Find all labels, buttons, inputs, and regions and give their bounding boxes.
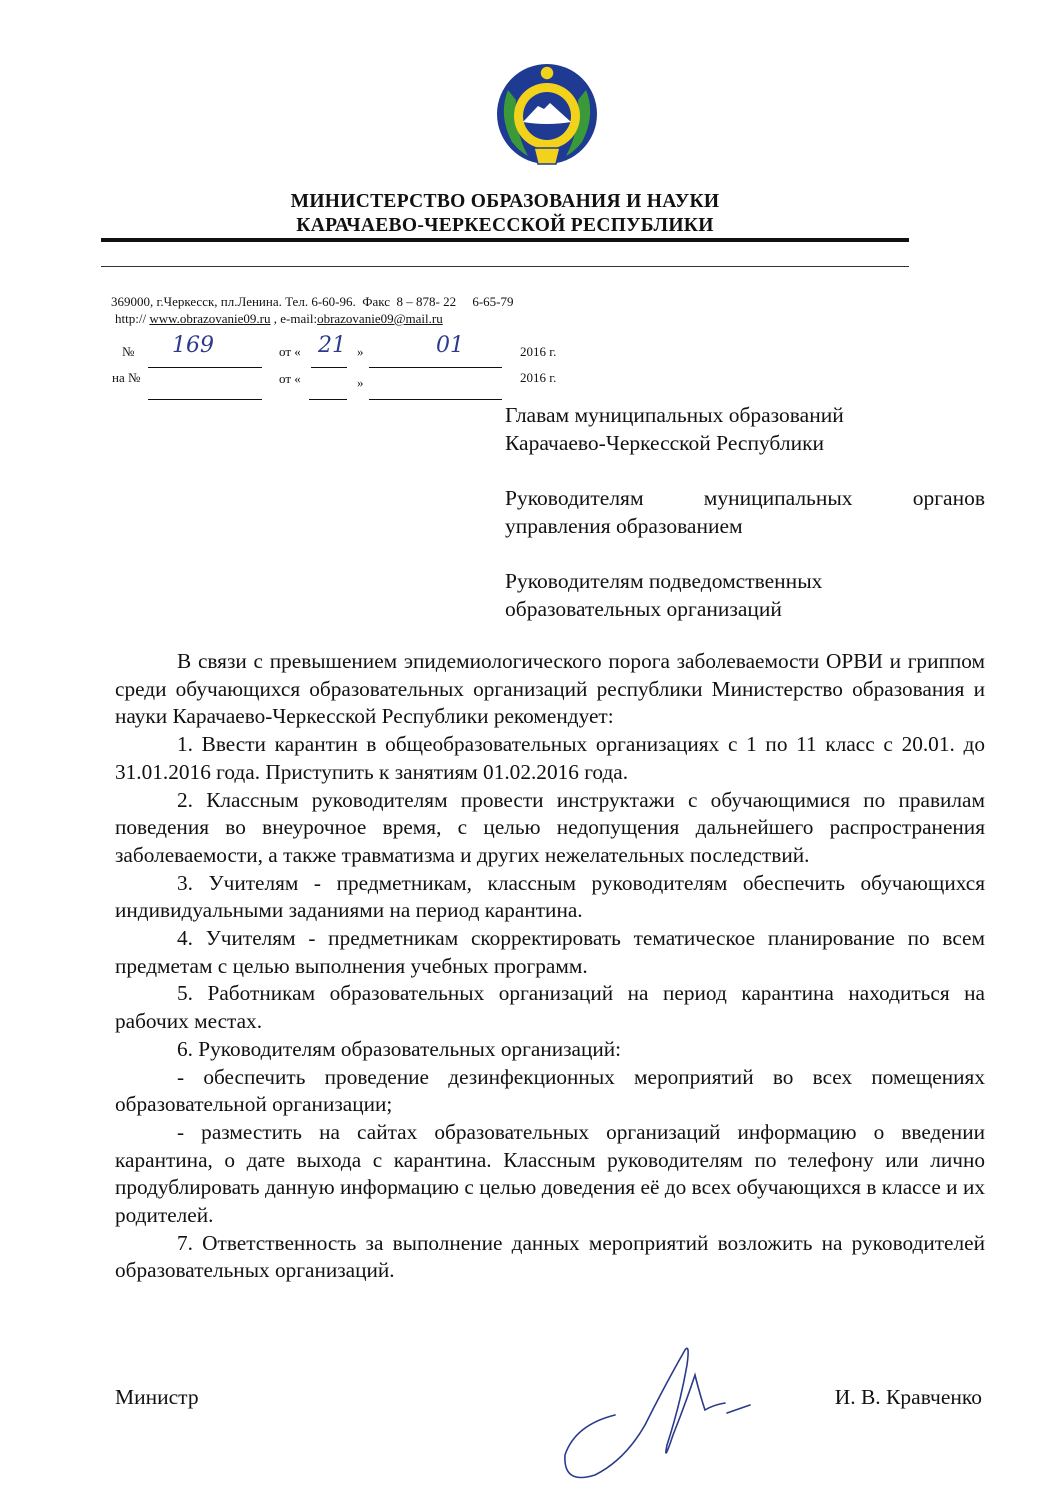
reg-number-underline (148, 367, 262, 368)
body-paragraph: 1. Ввести карантин в общеобразовательных организациях с 1 по 11 класс с 20.01. до 31.01.2016 года. Приступить к занятиям 01.02.2016 года. (115, 732, 985, 784)
ministry-line-2: КАРАЧАЕВО-ЧЕРКЕССКОЙ РЕСПУБЛИКИ (296, 215, 714, 236)
ministry-address: 369000, г.Черкесск, пл.Ленина. Тел. 6-60-96. Факс 8 – 878- 22 6-65-79 (111, 294, 514, 309)
ref-year: 2016 г. (520, 370, 557, 385)
addressee-line: Руководителям муниципальных органов (505, 486, 985, 510)
contacts-line (115, 310, 443, 327)
ref-number-underline (148, 399, 262, 400)
addressee-line: управления образованием (505, 514, 743, 538)
reg-year: 2016 г. (520, 344, 557, 359)
body-paragraph: В связи с превышением эпидемиологического порога заболеваемости ОРВИ и гриппом среди обучающихся образовательных организаций республики Министерство образования и науки Карачаево-Черкесской Республики рекомендует: (115, 649, 985, 729)
ref-from-label: от « (279, 371, 301, 386)
ref-day-underline (309, 399, 347, 400)
body-paragraph: - обеспечить проведение дезинфекционных мероприятий во всех помещениях образовательной организации; (115, 1064, 985, 1117)
ref-month-underline (369, 399, 502, 400)
ref-close-quote: » (357, 375, 364, 390)
reg-close-quote: » (357, 344, 364, 359)
reg-number-value: 169 (172, 333, 214, 358)
body-paragraph: 2. Классным руководителям провести инструктажи с обучающимися по правилам поведения во внеурочное время, с целью недопущения дальнейшего распространения заболеваемости, а также травматизма и других нежелательных последствий. (115, 787, 985, 867)
reg-month-underline (369, 367, 502, 368)
body-paragraph: 5. Работникам образовательных организаций на период карантина находиться на рабочих местах. (115, 981, 985, 1034)
body-paragraph: - разместить на сайтах образовательных организаций информацию о введении карантина, о дате выхода с карантина. Классным руководителям по телефону или лично продублировать данную информацию с целью доведения её до всех обучающихся в классе и их родителей. (115, 1119, 985, 1228)
ministry-name (0, 190, 1010, 238)
body-paragraph: 4. Учителям - предметникам скорректировать тематическое планирование по всем предметам с целью выполнения учебных программ. (115, 926, 985, 978)
signatory-title: Министр (115, 1385, 199, 1409)
body-paragraph: 7. Ответственность за выполнение данных мероприятий возложить на руководителей образовательных организаций. (115, 1230, 985, 1283)
addressee-line: Главам муниципальных образований (505, 403, 844, 427)
email-link[interactable]: obrazovanie09@mail.ru (317, 311, 443, 326)
addressee-line: Карачаево-Черкесской Республики (505, 431, 825, 455)
addressee-line: Руководителям подведомственных (505, 569, 823, 593)
handwritten-signature (555, 1335, 765, 1490)
reg-day-underline (311, 367, 347, 368)
reg-day-value: 21 (318, 333, 346, 358)
header-thin-rule (101, 266, 909, 267)
email-prefix: , e-mail: (270, 311, 318, 326)
website-link[interactable]: www.obrazovanie09.ru (149, 311, 271, 326)
addressee-block (505, 401, 985, 623)
body-paragraph: 6. Руководителям образовательных организаций: (177, 1036, 622, 1061)
body-paragraph: 3. Учителям - предметникам, классным руководителям обеспечить обучающихся индивидуальными заданиями на период карантина. (115, 870, 985, 923)
header-thick-rule (101, 238, 909, 242)
reg-from-label: от « (279, 344, 301, 359)
ref-number-label: на № (112, 370, 141, 385)
signatory-name: И. В. Кравченко (834, 1385, 982, 1409)
republic-emblem (494, 60, 600, 170)
http-prefix: http:// (115, 311, 147, 326)
addressee-line: образовательных организаций (505, 597, 782, 621)
reg-number-label: № (122, 344, 135, 359)
reg-month-value: 01 (436, 333, 464, 358)
letter-body (115, 648, 985, 1285)
ministry-line-1: МИНИСТЕРСТВО ОБРАЗОВАНИЯ И НАУКИ (290, 191, 720, 212)
